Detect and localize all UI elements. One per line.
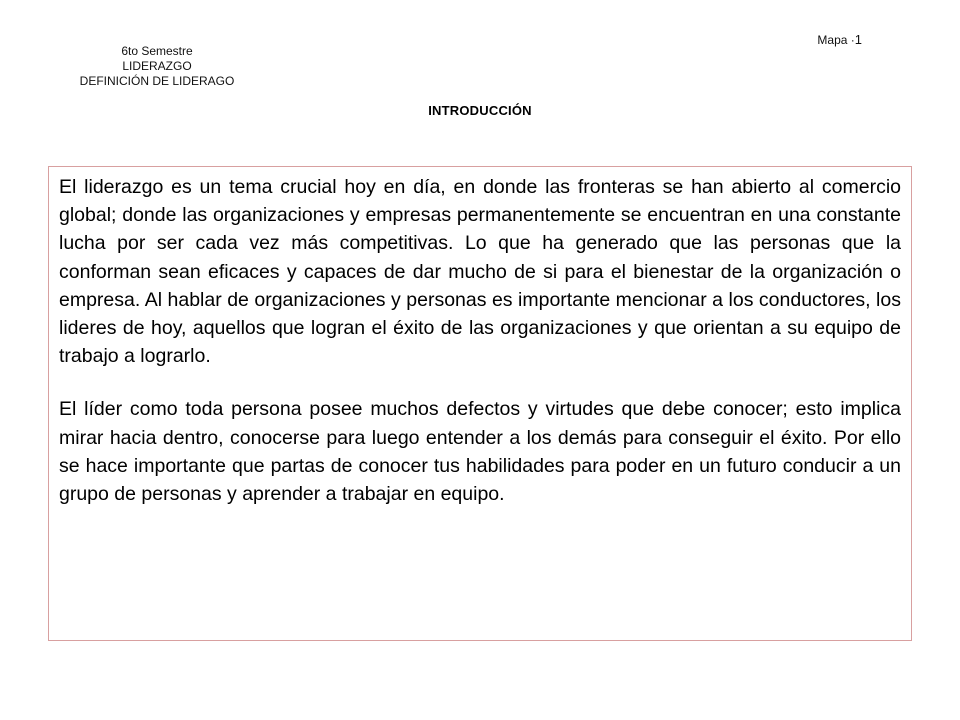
subject-label: LIDERAZGO — [122, 59, 192, 73]
course-header — [52, 44, 262, 89]
page-label-text: Mapa · — [817, 33, 855, 47]
page-label — [817, 32, 862, 47]
content-box — [48, 166, 912, 641]
paragraph-2: El líder como toda persona posee muchos defectos y virtudes que debe conocer; esto implica mirar hacia dentro, conocerse para luego entender a los demás para conseguir el éxito. Por ello se hace importante que partas de conocer tus habilidades para poder en un futuro conducir a un grupo de personas y aprender a trabajar en equipo. — [59, 398, 901, 506]
topic-label: DEFINICIÓN DE LIDERAGO — [79, 74, 235, 88]
page-number: 1 — [854, 32, 862, 47]
semester-label: 6to Semestre — [121, 44, 193, 58]
page-title: INTRODUCCIÓN — [428, 103, 532, 118]
paragraph-1: El liderazgo es un tema crucial hoy en día, en donde las fronteras se han abierto al comercio global; donde las organizaciones y empresas permanentemente se encuentran en una constante lucha por ser cada vez más competitivas. Lo que ha generado que las personas que la conforman sean eficaces y capaces de dar mucho de si para el bienestar de la organización o empresa. Al hablar de organizaciones y personas es importante mencionar a los conductores, los lideres de hoy, aquellos que logran el éxito de las organizaciones y que orientan a su equipo de trabajo a lograrlo. — [59, 176, 901, 368]
